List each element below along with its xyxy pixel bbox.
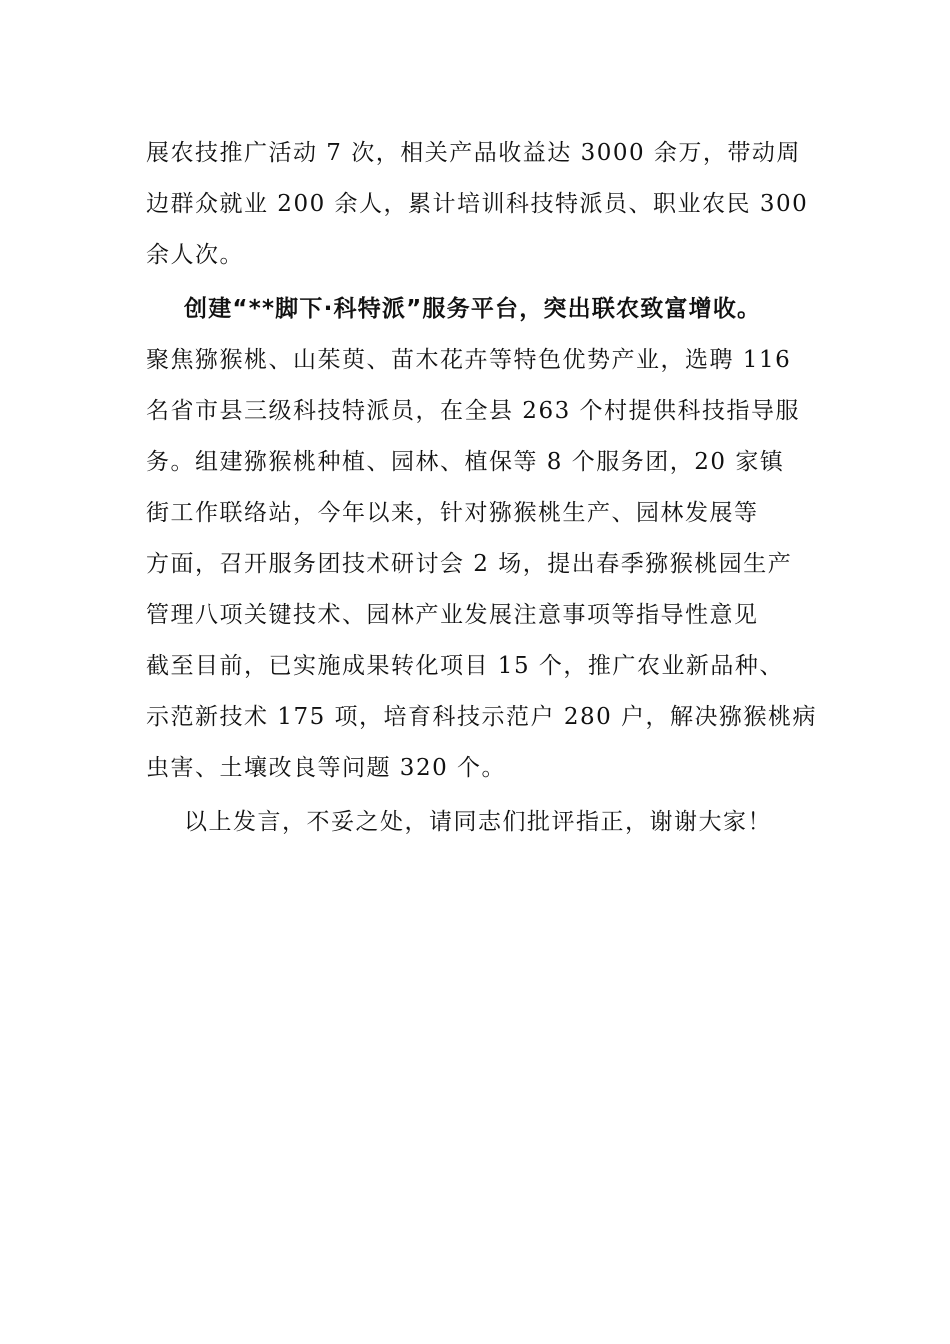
- text-line: 展农技推广活动 7 次，相关产品收益达 3000 余万，带动周: [146, 140, 801, 166]
- text-line: 边群众就业 200 余人，累计培训科技特派员、职业农民 300: [146, 191, 809, 217]
- text-line: 示范新技术 175 项，培育科技示范户 280 户，解决猕猴桃病: [146, 704, 818, 730]
- text-line: 务。组建猕猴桃种植、园林、植保等 8 个服务团，20 家镇: [146, 449, 785, 475]
- paragraph-activities: [146, 128, 808, 281]
- text-line: 管理八项关键技术、园林产业发展注意事项等指导性意见: [146, 602, 759, 628]
- section-heading: 创建“**脚下·科特派”服务平台，突出联农致富增收。: [184, 296, 762, 322]
- text-line: 名省市县三级科技特派员，在全县 263 个村提供科技指导服: [146, 398, 801, 424]
- text-line: 截至目前，已实施成果转化项目 15 个，推广农业新品种、: [146, 653, 784, 679]
- paragraph-service-platform: [146, 284, 818, 794]
- document-page: [146, 128, 818, 851]
- text-line: 余人次。: [146, 242, 244, 268]
- text-line: 方面，召开服务团技术研讨会 2 场，提出春季猕猴桃园生产: [146, 551, 793, 577]
- text-line: 街工作联络站，今年以来，针对猕猴桃生产、园林发展等: [146, 500, 759, 526]
- text-line: 聚焦猕猴桃、山茱萸、苗木花卉等特色优势产业，选聘 116: [146, 347, 792, 373]
- paragraph-closing: [146, 797, 808, 848]
- text-line: 虫害、土壤改良等问题 320 个。: [146, 755, 507, 781]
- closing-remark: 以上发言，不妥之处，请同志们批评指正，谢谢大家！: [184, 809, 772, 835]
